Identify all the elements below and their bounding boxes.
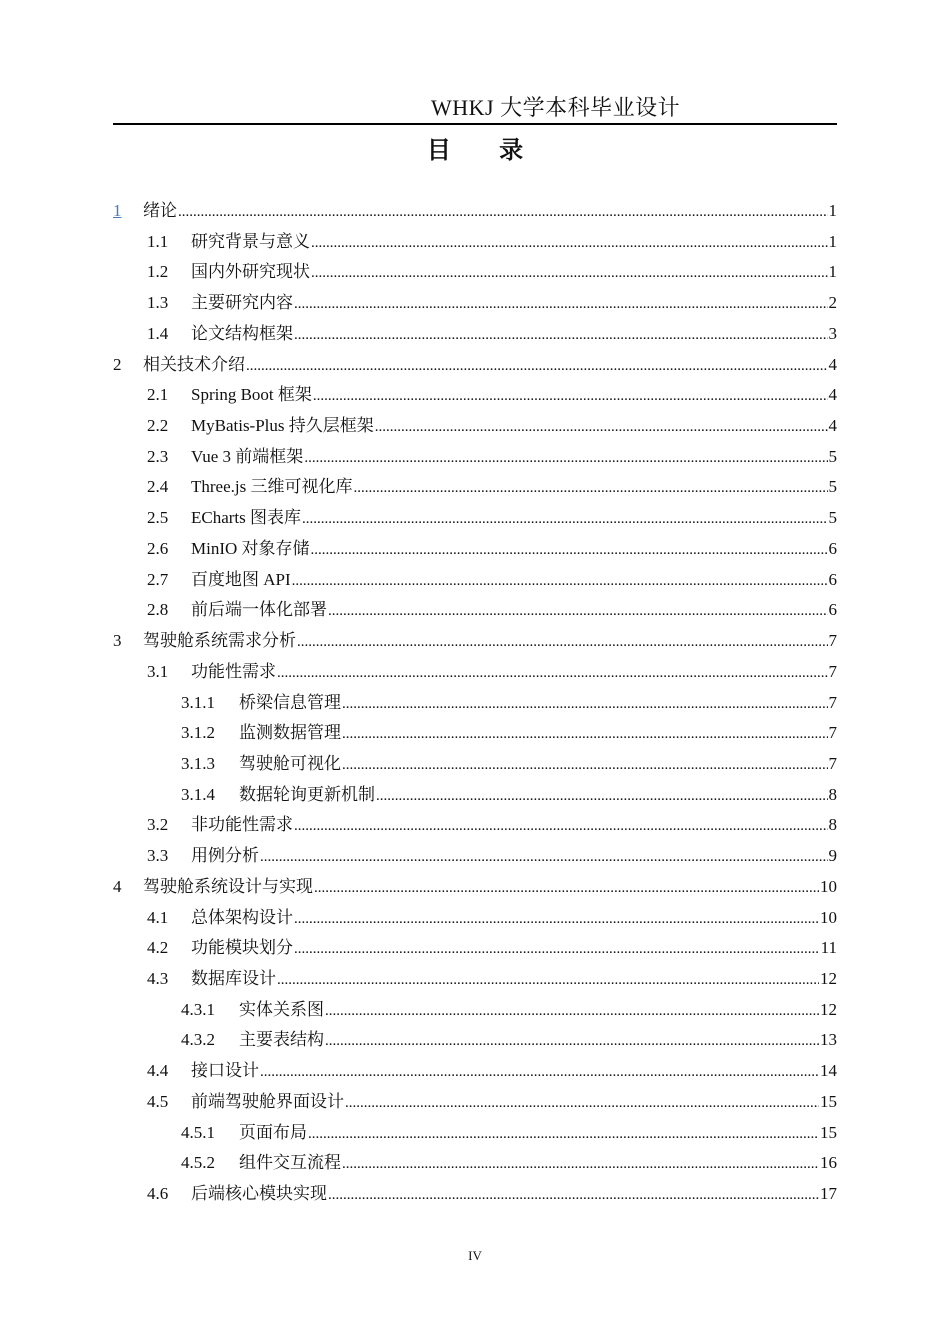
toc-entry-page: 1 [828,231,837,251]
toc-entry-title: 国内外研究现状 [191,262,310,282]
toc-entry[interactable] [113,1179,837,1210]
toc-entry-page: 2 [828,293,837,313]
toc-entry[interactable] [113,503,837,534]
toc-entry[interactable] [113,903,837,934]
toc-dot-leader [294,320,828,350]
toc-entry[interactable] [113,472,837,503]
toc-entry-number: 3.2 [147,815,169,835]
toc-dot-leader [342,719,828,749]
toc-entry[interactable] [113,810,837,841]
toc-entry[interactable] [113,749,837,780]
toc-entry-title: 非功能性需求 [191,815,293,835]
toc-entry-page: 4 [828,416,837,436]
toc-entry-page: 9 [828,846,837,866]
toc-entry-title: 监测数据管理 [239,723,341,743]
toc-entry[interactable] [113,411,837,442]
toc-entry-page: 7 [828,661,837,681]
toc-entry-page: 1 [828,262,837,282]
table-of-contents [113,196,837,1210]
toc-dot-leader [294,904,819,934]
toc-entry[interactable] [113,1056,837,1087]
toc-entry-page: 7 [828,631,837,651]
toc-entry-number: 2 [113,354,122,374]
toc-entry-title: 主要表结构 [239,1030,324,1050]
page-number: IV [468,1248,482,1263]
toc-entry-number: 4.3 [147,968,169,988]
toc-entry-title: Vue 3 前端框架 [191,446,304,466]
toc-dot-leader [297,627,828,657]
toc-entry-number: 1.3 [147,293,169,313]
toc-entry-number: 4.3.1 [181,999,215,1019]
toc-entry-title: 数据轮询更新机制 [239,784,375,804]
toc-entry-number: 4.5.2 [181,1153,215,1173]
toc-entry-title: 功能性需求 [191,661,276,681]
toc-entry[interactable] [113,1148,837,1179]
toc-dot-leader [342,689,828,719]
toc-dot-leader [304,443,827,473]
toc-entry-number: 3 [113,631,122,651]
toc-entry-title: Three.js 三维可视化库 [191,477,353,497]
toc-dot-leader [342,750,828,780]
toc-dot-leader [376,781,828,811]
toc-entry-title: 组件交互流程 [239,1153,341,1173]
toc-entry-number: 4.2 [147,938,169,958]
toc-entry-number: 2.6 [147,538,169,558]
toc-entry-number: 4.4 [147,1061,169,1081]
toc-entry-page: 5 [828,446,837,466]
toc-dot-leader [342,1149,819,1179]
toc-entry[interactable] [113,288,837,319]
running-header [113,93,837,125]
toc-entry-title: 总体架构设计 [191,907,293,927]
header-title: WHKJ 大学本科毕业设计 [431,95,681,120]
toc-entry-page: 8 [828,815,837,835]
toc-entry-number: 2.4 [147,477,169,497]
toc-entry-number: 1.4 [147,323,169,343]
toc-entry-page: 15 [820,1091,837,1111]
toc-entry[interactable] [113,688,837,719]
toc-entry-number: 3.1 [147,661,169,681]
toc-entry-title: 论文结构框架 [191,323,293,343]
toc-entry-page: 14 [820,1061,837,1081]
toc-dot-leader [302,504,827,534]
toc-entry-number: 2.8 [147,600,169,620]
toc-entry-page: 4 [828,385,837,405]
toc-entry-number: 1.1 [147,231,169,251]
toc-dot-leader [260,842,828,872]
toc-entry[interactable] [113,1118,837,1149]
toc-entry-title: ECharts 图表库 [191,508,302,528]
toc-entry-page: 1 [828,201,837,220]
toc-entry[interactable] [113,1025,837,1056]
toc-entry-title: 前端驾驶舱界面设计 [191,1091,344,1111]
toc-dot-leader [314,873,819,903]
toc-entry-number: 1 [113,201,122,220]
toc-entry-page: 8 [828,784,837,804]
toc-dot-leader [325,1026,819,1056]
toc-dot-leader [311,258,828,288]
toc-entry[interactable] [113,718,837,749]
toc-dot-leader [294,289,828,319]
toc-entry-number: 3.1.3 [181,753,215,773]
toc-entry-page: 11 [820,938,837,958]
toc-entry[interactable] [113,626,837,657]
toc-entry-page: 5 [828,477,837,497]
toc-dot-leader [277,658,828,688]
toc-dot-leader [313,381,828,411]
toc-entry[interactable] [113,380,837,411]
toc-entry-title: 桥梁信息管理 [239,692,341,712]
toc-entry-title: 接口设计 [191,1061,259,1081]
toc-entry[interactable] [113,841,837,872]
toc-entry-page: 17 [820,1184,837,1203]
toc-entry-title: 用例分析 [191,846,259,866]
toc-entry-title: 驾驶舱系统设计与实现 [143,876,313,896]
toc-dot-leader [178,197,828,227]
toc-entry-page: 7 [828,692,837,712]
toc-entry[interactable] [113,933,837,964]
toc-dot-leader [328,1180,819,1210]
toc-entry[interactable] [113,227,837,258]
toc-entry-page: 6 [828,600,837,620]
toc-dot-leader [345,1088,819,1118]
toc-entry-number: 2.7 [147,569,169,589]
toc-dot-leader [328,596,828,626]
toc-entry[interactable] [113,595,837,626]
toc-entry-number: 4.6 [147,1184,169,1203]
toc-entry-title: 数据库设计 [191,968,276,988]
toc-entry[interactable] [113,257,837,288]
toc-dot-leader [246,351,828,381]
toc-entry-number: 3.1.2 [181,723,215,743]
toc-entry[interactable] [113,872,837,903]
toc-entry-title: MyBatis-Plus 持久层框架 [191,416,374,436]
toc-entry[interactable] [113,964,837,995]
toc-entry-title: MinIO 对象存储 [191,538,310,558]
toc-entry-number: 4.5.1 [181,1122,215,1142]
toc-entry-title: 后端核心模块实现 [191,1184,327,1203]
toc-entry[interactable] [113,319,837,350]
toc-entry[interactable] [113,565,837,596]
toc-entry-page: 16 [820,1153,837,1173]
toc-entry-title: 前后端一体化部署 [191,600,327,620]
toc-dot-leader [375,412,828,442]
toc-entry[interactable] [113,196,837,227]
toc-entry-number: 4.1 [147,907,169,927]
toc-entry-page: 15 [820,1122,837,1142]
toc-entry[interactable] [113,657,837,688]
toc-dot-leader [353,473,827,503]
toc-entry[interactable] [113,780,837,811]
toc-dot-leader [260,1057,819,1087]
toc-entry-title: 研究背景与意义 [191,231,310,251]
toc-entry-page: 4 [828,354,837,374]
toc-entry-number: 4.5 [147,1091,169,1111]
toc-entry-page: 10 [820,876,837,896]
toc-entry-number: 1.2 [147,262,169,282]
toc-entry-title: 实体关系图 [239,999,324,1019]
toc-entry-page: 7 [828,753,837,773]
toc-entry-page: 3 [828,323,837,343]
toc-dot-leader [294,811,828,841]
toc-entry-number: 3.1.4 [181,784,215,804]
toc-entry-title: 功能模块划分 [191,938,293,958]
toc-entry-title: 页面布局 [239,1122,307,1142]
toc-entry-page: 5 [828,508,837,528]
toc-entry-title: 百度地图 API [191,569,291,589]
toc-entry[interactable] [113,442,837,473]
toc-entry-number: 2.5 [147,508,169,528]
toc-entry-page: 7 [828,723,837,743]
toc-entry-number: 4 [113,876,122,896]
toc-entry-title: 主要研究内容 [191,293,293,313]
toc-dot-leader [292,566,828,596]
toc-entry-page: 12 [820,999,837,1019]
toc-dot-leader [277,965,819,995]
toc-entry-page: 13 [820,1030,837,1050]
toc-entry[interactable] [113,350,837,381]
toc-entry-title: 驾驶舱系统需求分析 [143,631,296,651]
toc-entry-page: 6 [828,569,837,589]
toc-entry-number: 2.1 [147,385,169,405]
toc-entry-number: 3.1.1 [181,692,215,712]
toc-entry[interactable] [113,534,837,565]
toc-entry-page: 6 [828,538,837,558]
toc-dot-leader [311,228,828,258]
toc-entry-page: 12 [820,968,837,988]
toc-entry-title: 相关技术介绍 [143,354,245,374]
toc-entry-title: 驾驶舱可视化 [239,753,341,773]
toc-entry-number: 2.2 [147,416,169,436]
toc-dot-leader [325,996,819,1026]
toc-entry[interactable] [113,1087,837,1118]
toc-entry-title: 绪论 [143,201,177,220]
toc-entry[interactable] [113,995,837,1026]
toc-entry-title: Spring Boot 框架 [191,385,312,405]
toc-dot-leader [311,535,828,565]
toc-entry-number: 4.3.2 [181,1030,215,1050]
toc-entry-number: 2.3 [147,446,169,466]
toc-entry-page: 10 [820,907,837,927]
toc-entry-number: 3.3 [147,846,169,866]
toc-dot-leader [294,934,820,964]
toc-title: 目 录 [426,136,544,164]
toc-dot-leader [308,1119,819,1149]
